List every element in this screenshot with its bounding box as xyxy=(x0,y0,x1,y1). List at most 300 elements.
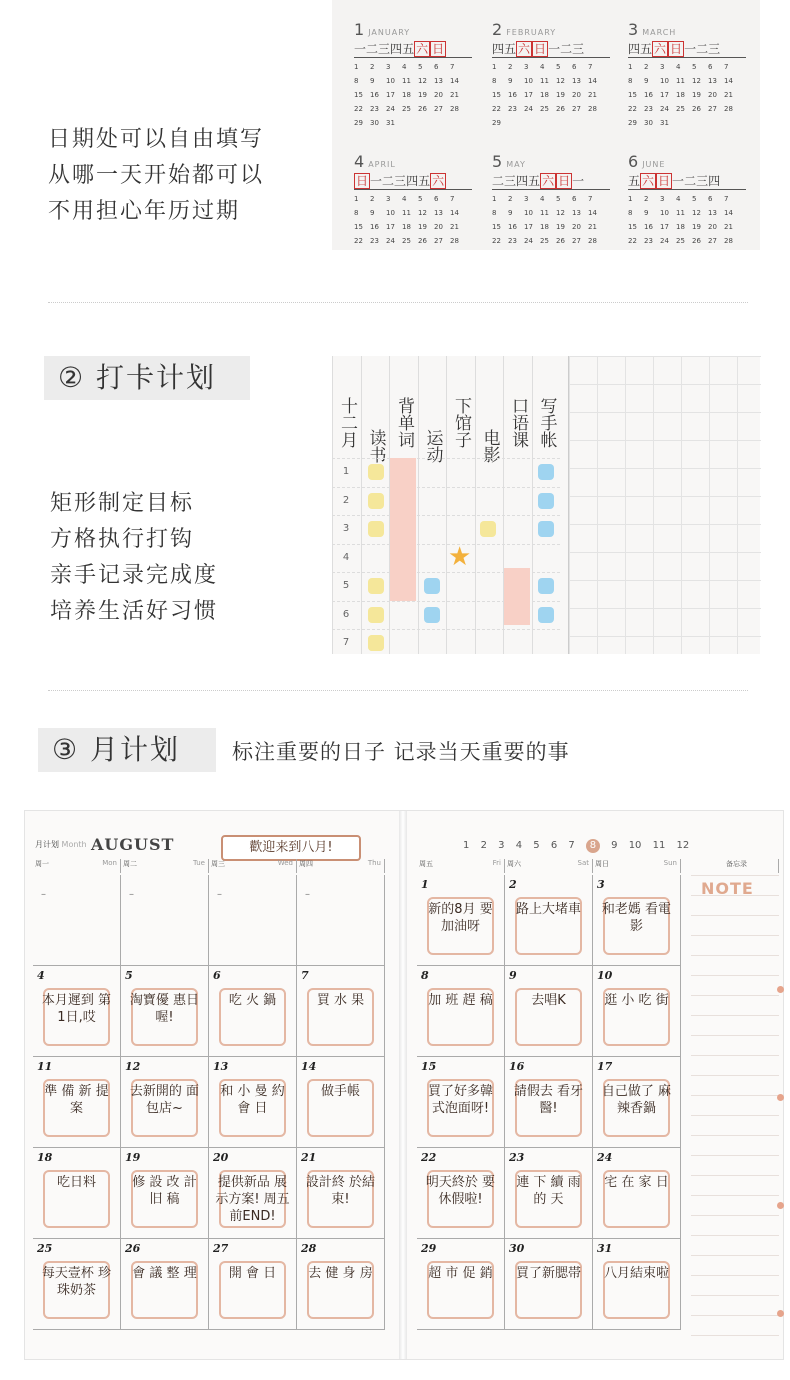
habit-check[interactable] xyxy=(424,607,440,623)
habit-row-line xyxy=(332,458,560,459)
calendar-day[interactable]: 24 xyxy=(386,105,395,113)
calendar-day[interactable]: 4 xyxy=(540,63,545,71)
calendar-day[interactable]: 17 xyxy=(524,91,533,99)
calendar-day[interactable]: 16 xyxy=(370,223,379,231)
calendar-month xyxy=(354,152,472,245)
calendar-day[interactable]: 27 xyxy=(708,237,717,245)
day-cell[interactable] xyxy=(297,875,385,966)
weekday-label: 四 xyxy=(390,42,403,56)
calendar-day[interactable]: 28 xyxy=(588,105,597,113)
calendar-day[interactable]: 9 xyxy=(644,209,649,217)
weekday-label: 六 xyxy=(432,174,445,188)
calendar-day[interactable]: 5 xyxy=(418,195,423,203)
calendar-day[interactable]: 7 xyxy=(450,195,455,203)
calendar-day[interactable]: 11 xyxy=(676,209,685,217)
day-cell[interactable] xyxy=(297,966,385,1057)
calendar-day[interactable]: 10 xyxy=(524,77,533,85)
weekday-label: 六 xyxy=(542,174,555,188)
section-title-habit: ② 打卡计划 xyxy=(44,356,250,400)
calendar-day[interactable]: 30 xyxy=(370,119,379,127)
calendar-day[interactable]: 12 xyxy=(418,77,427,85)
day-note: 準 備 新 提 案 xyxy=(44,1084,109,1116)
calendar-day[interactable]: 23 xyxy=(370,237,379,245)
day-number: 7 xyxy=(301,969,309,982)
calendar-day[interactable]: 20 xyxy=(434,91,443,99)
day-cell[interactable] xyxy=(297,1057,385,1148)
calendar-day[interactable]: 16 xyxy=(508,91,517,99)
calendar-day[interactable]: 22 xyxy=(354,237,363,245)
calendar-day[interactable]: 7 xyxy=(724,195,729,203)
calendar-day[interactable]: 17 xyxy=(386,91,395,99)
calendar-day[interactable]: 5 xyxy=(556,63,561,71)
weekday-cn: 周六 xyxy=(507,860,521,868)
calendar-day[interactable]: 2 xyxy=(644,195,649,203)
calendar-day[interactable]: 2 xyxy=(508,195,513,203)
habit-range-bar[interactable] xyxy=(390,458,416,601)
calendar-day[interactable]: 31 xyxy=(386,119,395,127)
calendar-day[interactable]: 18 xyxy=(676,223,685,231)
calendar-day[interactable]: 11 xyxy=(402,77,411,85)
calendar-day[interactable]: 22 xyxy=(492,105,501,113)
month-number-option[interactable]: 1 xyxy=(463,840,470,851)
habit-check[interactable] xyxy=(480,521,496,537)
calendar-day[interactable]: 5 xyxy=(692,195,697,203)
day-cell[interactable] xyxy=(33,875,121,966)
habit-check[interactable] xyxy=(538,607,554,623)
calendar-day[interactable]: 8 xyxy=(628,77,633,85)
calendar-day[interactable]: 12 xyxy=(556,209,565,217)
calendar-day[interactable]: 24 xyxy=(524,105,533,113)
weekday-label: 一 xyxy=(572,174,585,188)
weekday-label: 日 xyxy=(658,174,671,188)
day-cell[interactable] xyxy=(33,1239,121,1330)
calendar-day[interactable]: 21 xyxy=(450,223,459,231)
day-number: 1 xyxy=(421,878,429,891)
calendar-day[interactable]: 8 xyxy=(354,209,359,217)
empty-dash: – xyxy=(129,889,134,900)
calendar-day[interactable]: 14 xyxy=(450,77,459,85)
calendar-day[interactable]: 25 xyxy=(540,105,549,113)
habit-check[interactable] xyxy=(368,578,384,594)
calendar-day[interactable]: 6 xyxy=(708,63,713,71)
day-cell[interactable] xyxy=(417,875,505,966)
day-cell[interactable] xyxy=(121,1148,209,1239)
calendar-day[interactable]: 10 xyxy=(386,209,395,217)
calendar-day[interactable]: 20 xyxy=(572,91,581,99)
calendar-day[interactable]: 5 xyxy=(556,195,561,203)
calendar-day[interactable]: 15 xyxy=(628,223,637,231)
day-note: 做手帳 xyxy=(320,1084,360,1099)
day-cell[interactable] xyxy=(593,1148,681,1239)
calendar-day[interactable]: 26 xyxy=(692,237,701,245)
calendar-day[interactable]: 26 xyxy=(556,105,565,113)
calendar-day[interactable]: 3 xyxy=(524,195,529,203)
calendar-day[interactable]: 19 xyxy=(692,223,701,231)
calendar-day[interactable]: 23 xyxy=(370,105,379,113)
day-number: 18 xyxy=(37,1151,53,1164)
calendar-day[interactable]: 21 xyxy=(724,91,733,99)
calendar-day[interactable]: 27 xyxy=(434,237,443,245)
month-number-option[interactable]: 10 xyxy=(628,840,642,851)
calendar-day[interactable]: 1 xyxy=(628,63,633,71)
calendar-day[interactable]: 12 xyxy=(692,209,701,217)
day-cell[interactable] xyxy=(593,1057,681,1148)
habit-check[interactable] xyxy=(368,464,384,480)
section-title-month: ③ 月计划 xyxy=(38,728,216,772)
weekday-en: Fri xyxy=(492,859,501,867)
calendar-day[interactable]: 15 xyxy=(492,223,501,231)
day-cell[interactable] xyxy=(297,1148,385,1239)
habit-line: 亲手记录完成度 xyxy=(50,563,219,588)
day-cell[interactable] xyxy=(505,966,593,1057)
day-cell[interactable] xyxy=(33,1057,121,1148)
calendar-day[interactable]: 6 xyxy=(708,195,713,203)
month-number-option[interactable]: 7 xyxy=(568,840,575,851)
day-number: 8 xyxy=(421,969,429,982)
calendar-day[interactable]: 18 xyxy=(402,223,411,231)
day-cell[interactable] xyxy=(593,875,681,966)
calendar-day[interactable]: 30 xyxy=(644,119,653,127)
calendar-day[interactable]: 27 xyxy=(572,105,581,113)
calendar-day[interactable]: 7 xyxy=(588,63,593,71)
calendar-day[interactable]: 29 xyxy=(354,119,363,127)
weekday-header xyxy=(209,859,297,873)
calendar-day[interactable]: 24 xyxy=(386,237,395,245)
calendar-day[interactable]: 3 xyxy=(660,63,665,71)
calendar-day[interactable]: 21 xyxy=(724,223,733,231)
calendar-month xyxy=(628,152,746,245)
day-cell[interactable] xyxy=(209,1057,297,1148)
month-number-option[interactable]: 5 xyxy=(533,840,540,851)
calendar-day[interactable]: 18 xyxy=(540,223,549,231)
day-note: 吃日料 xyxy=(56,1175,96,1190)
habit-check[interactable] xyxy=(368,607,384,623)
calendar-day[interactable]: 19 xyxy=(692,91,701,99)
habit-row-number: 4 xyxy=(342,551,350,563)
calendar-day[interactable]: 14 xyxy=(724,77,733,85)
calendar-day[interactable]: 23 xyxy=(508,105,517,113)
calendar-day[interactable]: 11 xyxy=(540,209,549,217)
calendar-day[interactable]: 1 xyxy=(628,195,633,203)
month-number-option[interactable]: 4 xyxy=(515,840,523,851)
day-note: 新的8月 要加油呀 xyxy=(428,902,493,934)
day-cell[interactable] xyxy=(121,1057,209,1148)
calendar-day[interactable]: 29 xyxy=(492,119,501,127)
weekday-label: 日 xyxy=(558,174,571,188)
habit-check[interactable] xyxy=(368,493,384,509)
day-number: 31 xyxy=(597,1242,613,1255)
calendar-day[interactable]: 11 xyxy=(402,209,411,217)
calendar-day[interactable]: 10 xyxy=(524,209,533,217)
month-number-option[interactable]: 8 xyxy=(586,839,600,853)
calendar-day[interactable]: 22 xyxy=(628,105,637,113)
calendar-day[interactable]: 10 xyxy=(660,77,669,85)
calendar-day[interactable]: 22 xyxy=(354,105,363,113)
day-cell[interactable] xyxy=(593,1239,681,1330)
month-number-option[interactable]: 6 xyxy=(550,840,558,851)
day-cell[interactable] xyxy=(209,1239,297,1330)
calendar-day[interactable]: 14 xyxy=(450,209,459,217)
day-number: 26 xyxy=(125,1242,141,1255)
day-cell[interactable] xyxy=(33,966,121,1057)
habit-check[interactable] xyxy=(368,635,384,651)
divider xyxy=(48,302,748,303)
calendar-day[interactable]: 26 xyxy=(418,237,427,245)
calendar-day[interactable]: 24 xyxy=(524,237,533,245)
calendar-day[interactable]: 20 xyxy=(708,91,717,99)
calendar-day[interactable]: 17 xyxy=(386,223,395,231)
calendar-day[interactable]: 1 xyxy=(354,63,359,71)
calendar-day[interactable]: 19 xyxy=(418,91,427,99)
month-number-option[interactable]: 3 xyxy=(498,840,505,851)
calendar-day[interactable]: 27 xyxy=(572,237,581,245)
habit-check[interactable] xyxy=(538,493,554,509)
day-note: 請假去 看牙醫! xyxy=(513,1084,584,1116)
calendar-day[interactable]: 13 xyxy=(434,209,443,217)
day-note: 會 議 整 理 xyxy=(132,1266,197,1281)
day-cell[interactable] xyxy=(505,875,593,966)
calendar-day[interactable]: 16 xyxy=(644,223,653,231)
calendar-day[interactable]: 11 xyxy=(676,77,685,85)
month-number-option[interactable]: 2 xyxy=(480,840,487,851)
calendar-day[interactable]: 9 xyxy=(508,209,513,217)
calendar-day[interactable]: 23 xyxy=(644,237,653,245)
month-number: 2 xyxy=(492,20,503,39)
day-cell[interactable] xyxy=(417,1239,505,1330)
calendar-day[interactable]: 1 xyxy=(492,63,497,71)
section-subtitle: 标注重要的日子 记录当天重要的事 xyxy=(232,740,570,764)
calendar-day[interactable]: 2 xyxy=(370,195,375,203)
day-cell[interactable] xyxy=(121,875,209,966)
calendar-day[interactable]: 3 xyxy=(660,195,665,203)
month-number: 1 xyxy=(354,20,365,39)
habit-check[interactable] xyxy=(368,521,384,537)
calendar-day[interactable]: 13 xyxy=(572,209,581,217)
calendar-day[interactable]: 19 xyxy=(556,223,565,231)
calendar-day[interactable]: 13 xyxy=(708,77,717,85)
calendar-day[interactable]: 3 xyxy=(386,63,391,71)
calendar-day[interactable]: 12 xyxy=(556,77,565,85)
calendar-day[interactable]: 2 xyxy=(508,63,513,71)
calendar-day[interactable]: 13 xyxy=(708,209,717,217)
calendar-day[interactable]: 16 xyxy=(644,91,653,99)
weekday-cn: 周四 xyxy=(299,860,313,868)
calendar-day[interactable]: 21 xyxy=(588,91,597,99)
calendar-day[interactable]: 16 xyxy=(370,91,379,99)
weekday-header xyxy=(33,859,121,873)
calendar-day[interactable]: 4 xyxy=(540,195,545,203)
calendar-day[interactable]: 24 xyxy=(660,237,669,245)
weekday-label: 四 xyxy=(708,174,721,188)
calendar-day[interactable]: 6 xyxy=(434,195,439,203)
calendar-day[interactable]: 18 xyxy=(402,91,411,99)
calendar-day[interactable]: 4 xyxy=(676,195,681,203)
weekday-cn: 周一 xyxy=(35,860,49,868)
calendar-day[interactable]: 28 xyxy=(724,237,733,245)
calendar-day[interactable]: 29 xyxy=(628,119,637,127)
calendar-day[interactable]: 25 xyxy=(402,105,411,113)
habit-check[interactable] xyxy=(424,578,440,594)
calendar-day[interactable]: 8 xyxy=(492,77,497,85)
month-name: MAY xyxy=(506,160,526,169)
calendar-day[interactable]: 22 xyxy=(628,237,637,245)
calendar-day[interactable]: 18 xyxy=(540,91,549,99)
calendar-day[interactable]: 26 xyxy=(556,237,565,245)
calendar-day[interactable]: 25 xyxy=(676,105,685,113)
calendar-day[interactable]: 23 xyxy=(508,237,517,245)
calendar-day[interactable]: 27 xyxy=(434,105,443,113)
calendar-day[interactable]: 28 xyxy=(450,237,459,245)
day-grid xyxy=(354,195,472,245)
day-note: 開 會 日 xyxy=(228,1266,277,1281)
calendar-day[interactable]: 3 xyxy=(386,195,391,203)
calendar-day[interactable]: 9 xyxy=(508,77,513,85)
day-cell[interactable] xyxy=(505,1057,593,1148)
calendar-day[interactable]: 24 xyxy=(660,105,669,113)
calendar-day[interactable]: 17 xyxy=(660,223,669,231)
day-cell[interactable] xyxy=(505,1239,593,1330)
calendar-day[interactable]: 6 xyxy=(572,195,577,203)
day-cell[interactable] xyxy=(417,966,505,1057)
calendar-day[interactable]: 20 xyxy=(572,223,581,231)
calendar-day[interactable]: 31 xyxy=(660,119,669,127)
day-cell[interactable] xyxy=(209,966,297,1057)
calendar-day[interactable]: 3 xyxy=(524,63,529,71)
calendar-day[interactable]: 10 xyxy=(386,77,395,85)
month-number-option[interactable]: 12 xyxy=(676,840,690,851)
calendar-day[interactable]: 2 xyxy=(370,63,375,71)
habit-check[interactable] xyxy=(538,578,554,594)
day-number: 16 xyxy=(509,1060,525,1073)
day-number: 29 xyxy=(421,1242,437,1255)
intro-caption xyxy=(48,122,264,230)
calendar-day[interactable]: 15 xyxy=(628,91,637,99)
calendar-day[interactable]: 1 xyxy=(492,195,497,203)
day-cell[interactable] xyxy=(297,1239,385,1330)
habit-check[interactable] xyxy=(538,521,554,537)
habit-check[interactable] xyxy=(538,464,554,480)
day-cell[interactable] xyxy=(505,1148,593,1239)
calendar-day[interactable]: 14 xyxy=(588,77,597,85)
calendar-day[interactable]: 6 xyxy=(434,63,439,71)
calendar-day[interactable]: 11 xyxy=(540,77,549,85)
day-number: 3 xyxy=(597,878,605,891)
calendar-day[interactable]: 26 xyxy=(418,105,427,113)
weekday-header xyxy=(417,859,505,873)
calendar-day[interactable]: 15 xyxy=(354,223,363,231)
month-number-option[interactable]: 9 xyxy=(611,840,618,851)
calendar-day[interactable]: 4 xyxy=(402,195,407,203)
habit-grid xyxy=(332,356,560,654)
calendar-day[interactable]: 5 xyxy=(418,63,423,71)
habit-line: 方格执行打钩 xyxy=(50,527,195,552)
calendar-day[interactable]: 12 xyxy=(418,209,427,217)
book-spine xyxy=(399,811,407,1359)
day-cell[interactable] xyxy=(417,1148,505,1239)
calendar-day[interactable]: 20 xyxy=(434,223,443,231)
calendar-day[interactable]: 10 xyxy=(660,209,669,217)
day-cell[interactable] xyxy=(33,1148,121,1239)
calendar-day[interactable]: 19 xyxy=(418,223,427,231)
habit-range-bar[interactable] xyxy=(504,568,530,625)
calendar-day[interactable]: 13 xyxy=(572,77,581,85)
day-number: 2 xyxy=(509,878,517,891)
calendar-day[interactable]: 18 xyxy=(676,91,685,99)
notes-header: 备忘录 xyxy=(693,859,779,873)
calendar-day[interactable]: 26 xyxy=(692,105,701,113)
day-cell[interactable] xyxy=(593,966,681,1057)
day-note: 連 下 續 雨 的 天 xyxy=(516,1175,581,1207)
calendar-day[interactable]: 15 xyxy=(492,91,501,99)
day-number: 27 xyxy=(213,1242,229,1255)
calendar-day[interactable]: 8 xyxy=(628,209,633,217)
weekday-label: 四 xyxy=(628,42,641,56)
calendar-day[interactable]: 19 xyxy=(556,91,565,99)
calendar-day[interactable]: 21 xyxy=(450,91,459,99)
calendar-day[interactable]: 28 xyxy=(724,105,733,113)
calendar-day[interactable]: 7 xyxy=(724,63,729,71)
calendar-day[interactable]: 21 xyxy=(588,223,597,231)
empty-dash: – xyxy=(41,889,46,900)
calendar-day[interactable]: 4 xyxy=(402,63,407,71)
calendar-day[interactable]: 28 xyxy=(450,105,459,113)
calendar-day[interactable]: 8 xyxy=(492,209,497,217)
calendar-day[interactable]: 15 xyxy=(354,91,363,99)
month-name: JUNE xyxy=(642,160,666,169)
calendar-day[interactable]: 28 xyxy=(588,237,597,245)
calendar-day[interactable]: 23 xyxy=(644,105,653,113)
calendar-day[interactable]: 12 xyxy=(692,77,701,85)
note-title: NOTE xyxy=(701,879,754,898)
star-icon: ★ xyxy=(448,541,472,572)
calendar-day[interactable]: 7 xyxy=(588,195,593,203)
calendar-day[interactable]: 16 xyxy=(508,223,517,231)
calendar-day[interactable]: 17 xyxy=(660,91,669,99)
calendar-day[interactable]: 27 xyxy=(708,105,717,113)
calendar-day[interactable]: 9 xyxy=(370,77,375,85)
calendar-day[interactable]: 4 xyxy=(676,63,681,71)
calendar-day[interactable]: 14 xyxy=(588,209,597,217)
weekday-label: 二 xyxy=(366,42,379,56)
weekday-header xyxy=(593,859,681,873)
calendar-day[interactable]: 13 xyxy=(434,77,443,85)
day-cell[interactable] xyxy=(209,875,297,966)
calendar-day[interactable]: 1 xyxy=(354,195,359,203)
calendar-day[interactable]: 22 xyxy=(492,237,501,245)
month-number-option[interactable]: 11 xyxy=(652,840,666,851)
day-cell[interactable] xyxy=(121,1239,209,1330)
calendar-day[interactable]: 2 xyxy=(644,63,649,71)
calendar-day[interactable]: 14 xyxy=(724,209,733,217)
day-number: 15 xyxy=(421,1060,437,1073)
calendar-day[interactable]: 6 xyxy=(572,63,577,71)
day-cell[interactable] xyxy=(121,966,209,1057)
calendar-day[interactable]: 25 xyxy=(540,237,549,245)
calendar-day[interactable]: 25 xyxy=(402,237,411,245)
calendar-day[interactable]: 8 xyxy=(354,77,359,85)
day-number: 4 xyxy=(37,969,45,982)
calendar-day[interactable]: 20 xyxy=(708,223,717,231)
calendar-day[interactable]: 9 xyxy=(644,77,649,85)
day-note: 去 健 身 房 xyxy=(308,1266,373,1281)
calendar-day[interactable]: 9 xyxy=(370,209,375,217)
calendar-day[interactable]: 17 xyxy=(524,223,533,231)
calendar-day[interactable]: 25 xyxy=(676,237,685,245)
day-cell[interactable] xyxy=(209,1148,297,1239)
calendar-day[interactable]: 7 xyxy=(450,63,455,71)
day-cell[interactable] xyxy=(417,1057,505,1148)
calendar-day[interactable]: 5 xyxy=(692,63,697,71)
